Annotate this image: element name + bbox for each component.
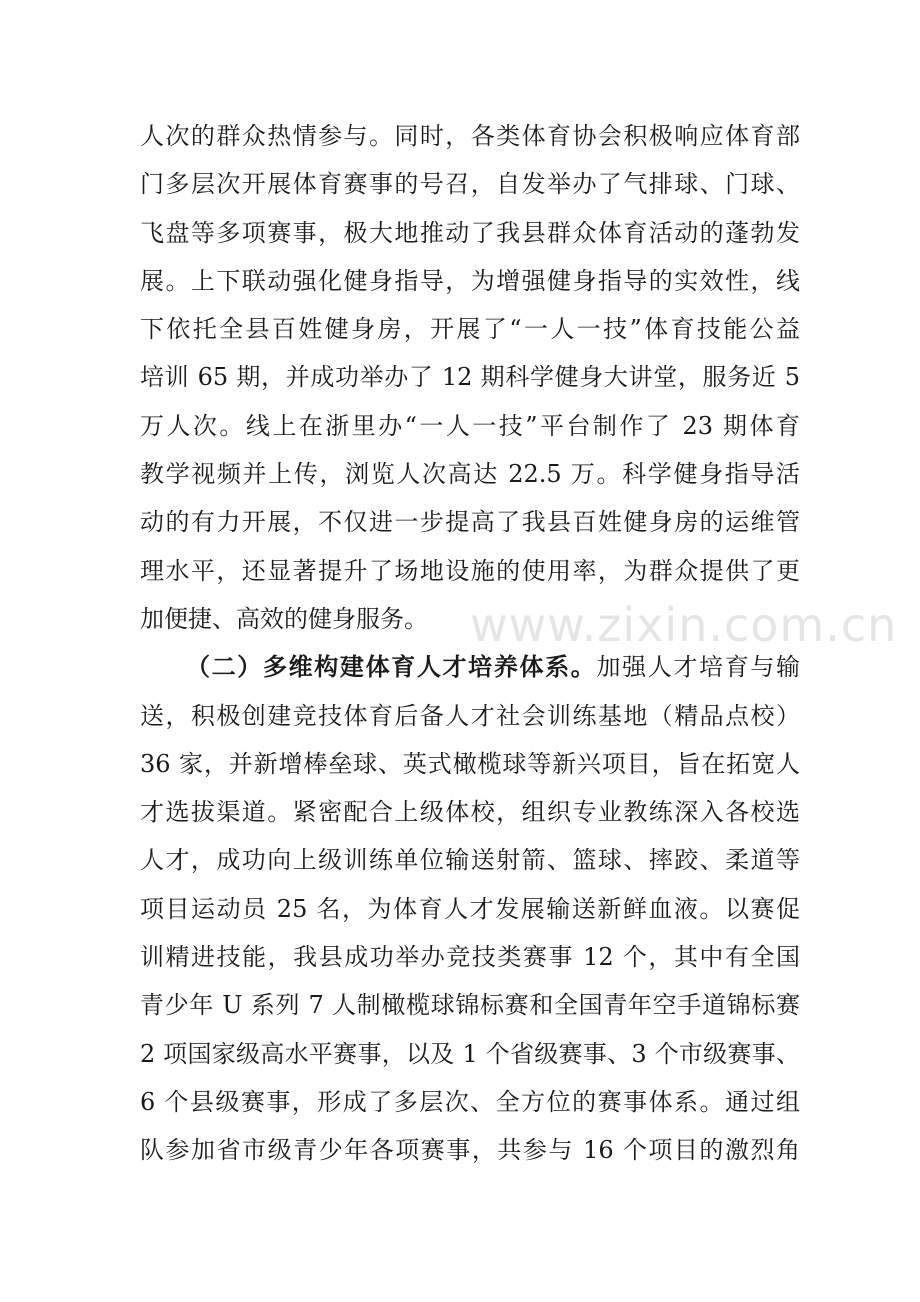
text-line: 下依托全县百姓健身房，开展了“一人一技”体育技能公益 — [140, 315, 800, 344]
text-line: 6 个县级赛事，形成了多层次、全方位的赛事体系。通过组 — [140, 1087, 800, 1116]
paragraph-1 — [140, 112, 800, 643]
text-line: 培训 65 期，并成功举办了 12 期科学健身大讲堂，服务近 5 — [140, 363, 800, 392]
text-line: 教学视频并上传，浏览人次高达 22.5 万。科学健身指导活 — [140, 460, 800, 489]
text-line: 人才，成功向上级训练单位输送射箭、篮球、摔跤、柔道等 — [140, 846, 800, 875]
text-line: 送，积极创建竞技体育后备人才社会训练基地（精品点校） — [140, 701, 800, 730]
document-body — [140, 112, 898, 1175]
text-line: 飞盘等多项赛事，极大地推动了我县群众体育活动的蓬勃发 — [140, 218, 800, 247]
text-line: 门多层次开展体育赛事的号召，自发举办了气排球、门球、 — [140, 170, 800, 199]
text-line: 青少年 U 系列 7 人制橄榄球锦标赛和全国青年空手道锦标赛 — [140, 991, 800, 1020]
text-line: 动的有力开展，不仅进一步提高了我县百姓健身房的运维管 — [140, 508, 800, 537]
heading-line-rest: 加强人才培育与输 — [596, 653, 800, 682]
text-line: 训精进技能，我县成功举办竞技类赛事 12 个，其中有全国 — [140, 943, 800, 972]
text-line: 万人次。线上在浙里办“一人一技”平台制作了 23 期体育 — [140, 411, 800, 440]
text-line: 36 家，并新增棒垒球、英式橄榄球等新兴项目，旨在拓宽人 — [140, 749, 800, 778]
section-heading: （二）多维构建体育人才培养体系。 — [186, 652, 597, 682]
section-heading-line — [140, 643, 800, 691]
text-line: 加便捷、高效的健身服务。 — [140, 604, 428, 633]
text-line: 理水平，还显著提升了场地设施的使用率，为群众提供了更 — [140, 556, 800, 585]
text-line: 队参加省市级青少年各项赛事，共参与 16 个项目的激烈角 — [140, 1136, 800, 1165]
text-line: 人次的群众热情参与。同时，各类体育协会积极响应体育部 — [140, 122, 800, 150]
paragraph-2 — [140, 643, 800, 1174]
text-line: 展。上下联动强化健身指导，为增强健身指导的实效性，线 — [140, 266, 800, 295]
text-line: 才选拔渠道。紧密配合上级体校，组织专业教练深入各校选 — [140, 798, 800, 827]
text-line: 2 项国家级高水平赛事，以及 1 个省级赛事、3 个市级赛事、 — [140, 1039, 800, 1068]
text-line: 项目运动员 25 名，为体育人才发展输送新鲜血液。以赛促 — [140, 894, 800, 923]
watermark: www.zixin.com.cn — [470, 598, 898, 652]
